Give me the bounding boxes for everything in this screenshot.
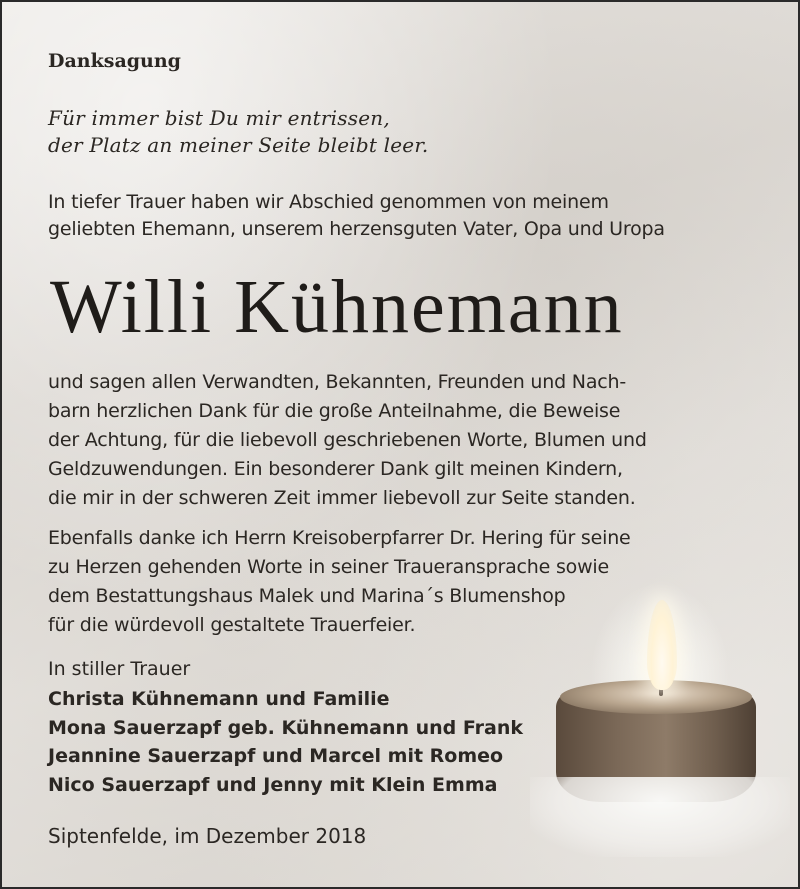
- mourner-name: Christa Kühnemann und Familie: [48, 688, 390, 710]
- mourners-list: [48, 685, 523, 799]
- paragraph-line: und sagen allen Verwandten, Bekannten, Freunden und Nach-: [48, 371, 627, 393]
- paragraph-line: zu Herzen gehenden Worte in seiner Traueransprache sowie: [48, 556, 609, 578]
- mourner-name: Nico Sauerzapf und Jenny mit Klein Emma: [48, 773, 498, 796]
- paragraph-line: dem Bestattungshaus Malek und Marina´s Blumenshop: [48, 585, 566, 607]
- intro-line: In tiefer Trauer haben wir Abschied genommen von meinem: [48, 191, 609, 213]
- paragraph-line: der Achtung, für die liebevoll geschriebenen Worte, Blumen und: [48, 429, 647, 451]
- heading: Danksagung: [48, 50, 181, 72]
- second-paragraph: [48, 524, 631, 640]
- place-date: Siptenfelde, im Dezember 2018: [48, 824, 367, 848]
- intro-line: geliebten Ehemann, unserem herzensguten Vater, Opa und Uropa: [48, 218, 665, 240]
- thanks-paragraph: [48, 368, 647, 513]
- verse-line: Für immer bist Du mir entrissen,: [48, 106, 390, 130]
- snow-base: [530, 777, 790, 857]
- mourner-name: Mona Sauerzapf geb. Kühnemann und Frank: [48, 716, 524, 739]
- mourner-name: Jeannine Sauerzapf und Marcel mit Romeo: [48, 745, 504, 767]
- verse: [48, 105, 428, 159]
- verse-line: der Platz an meiner Seite bleibt leer.: [48, 133, 429, 157]
- paragraph-line: Geldzuwendungen. Ein besonderer Dank gilt meinen Kindern,: [48, 458, 623, 480]
- signoff: In stiller Trauer: [48, 658, 191, 680]
- paragraph-line: Ebenfalls danke ich Herrn Kreisoberpfarrer Dr. Hering für seine: [48, 527, 631, 549]
- intro-text: [48, 189, 665, 243]
- paragraph-line: die mir in der schweren Zeit immer liebevoll zur Seite standen.: [48, 487, 636, 509]
- deceased-name: Willi Kühnemann: [50, 265, 624, 349]
- paragraph-line: barn herzlichen Dank für die große Anteilnahme, die Beweise: [48, 400, 621, 422]
- paragraph-line: für die würdevoll gestaltete Trauerfeier.: [48, 614, 416, 636]
